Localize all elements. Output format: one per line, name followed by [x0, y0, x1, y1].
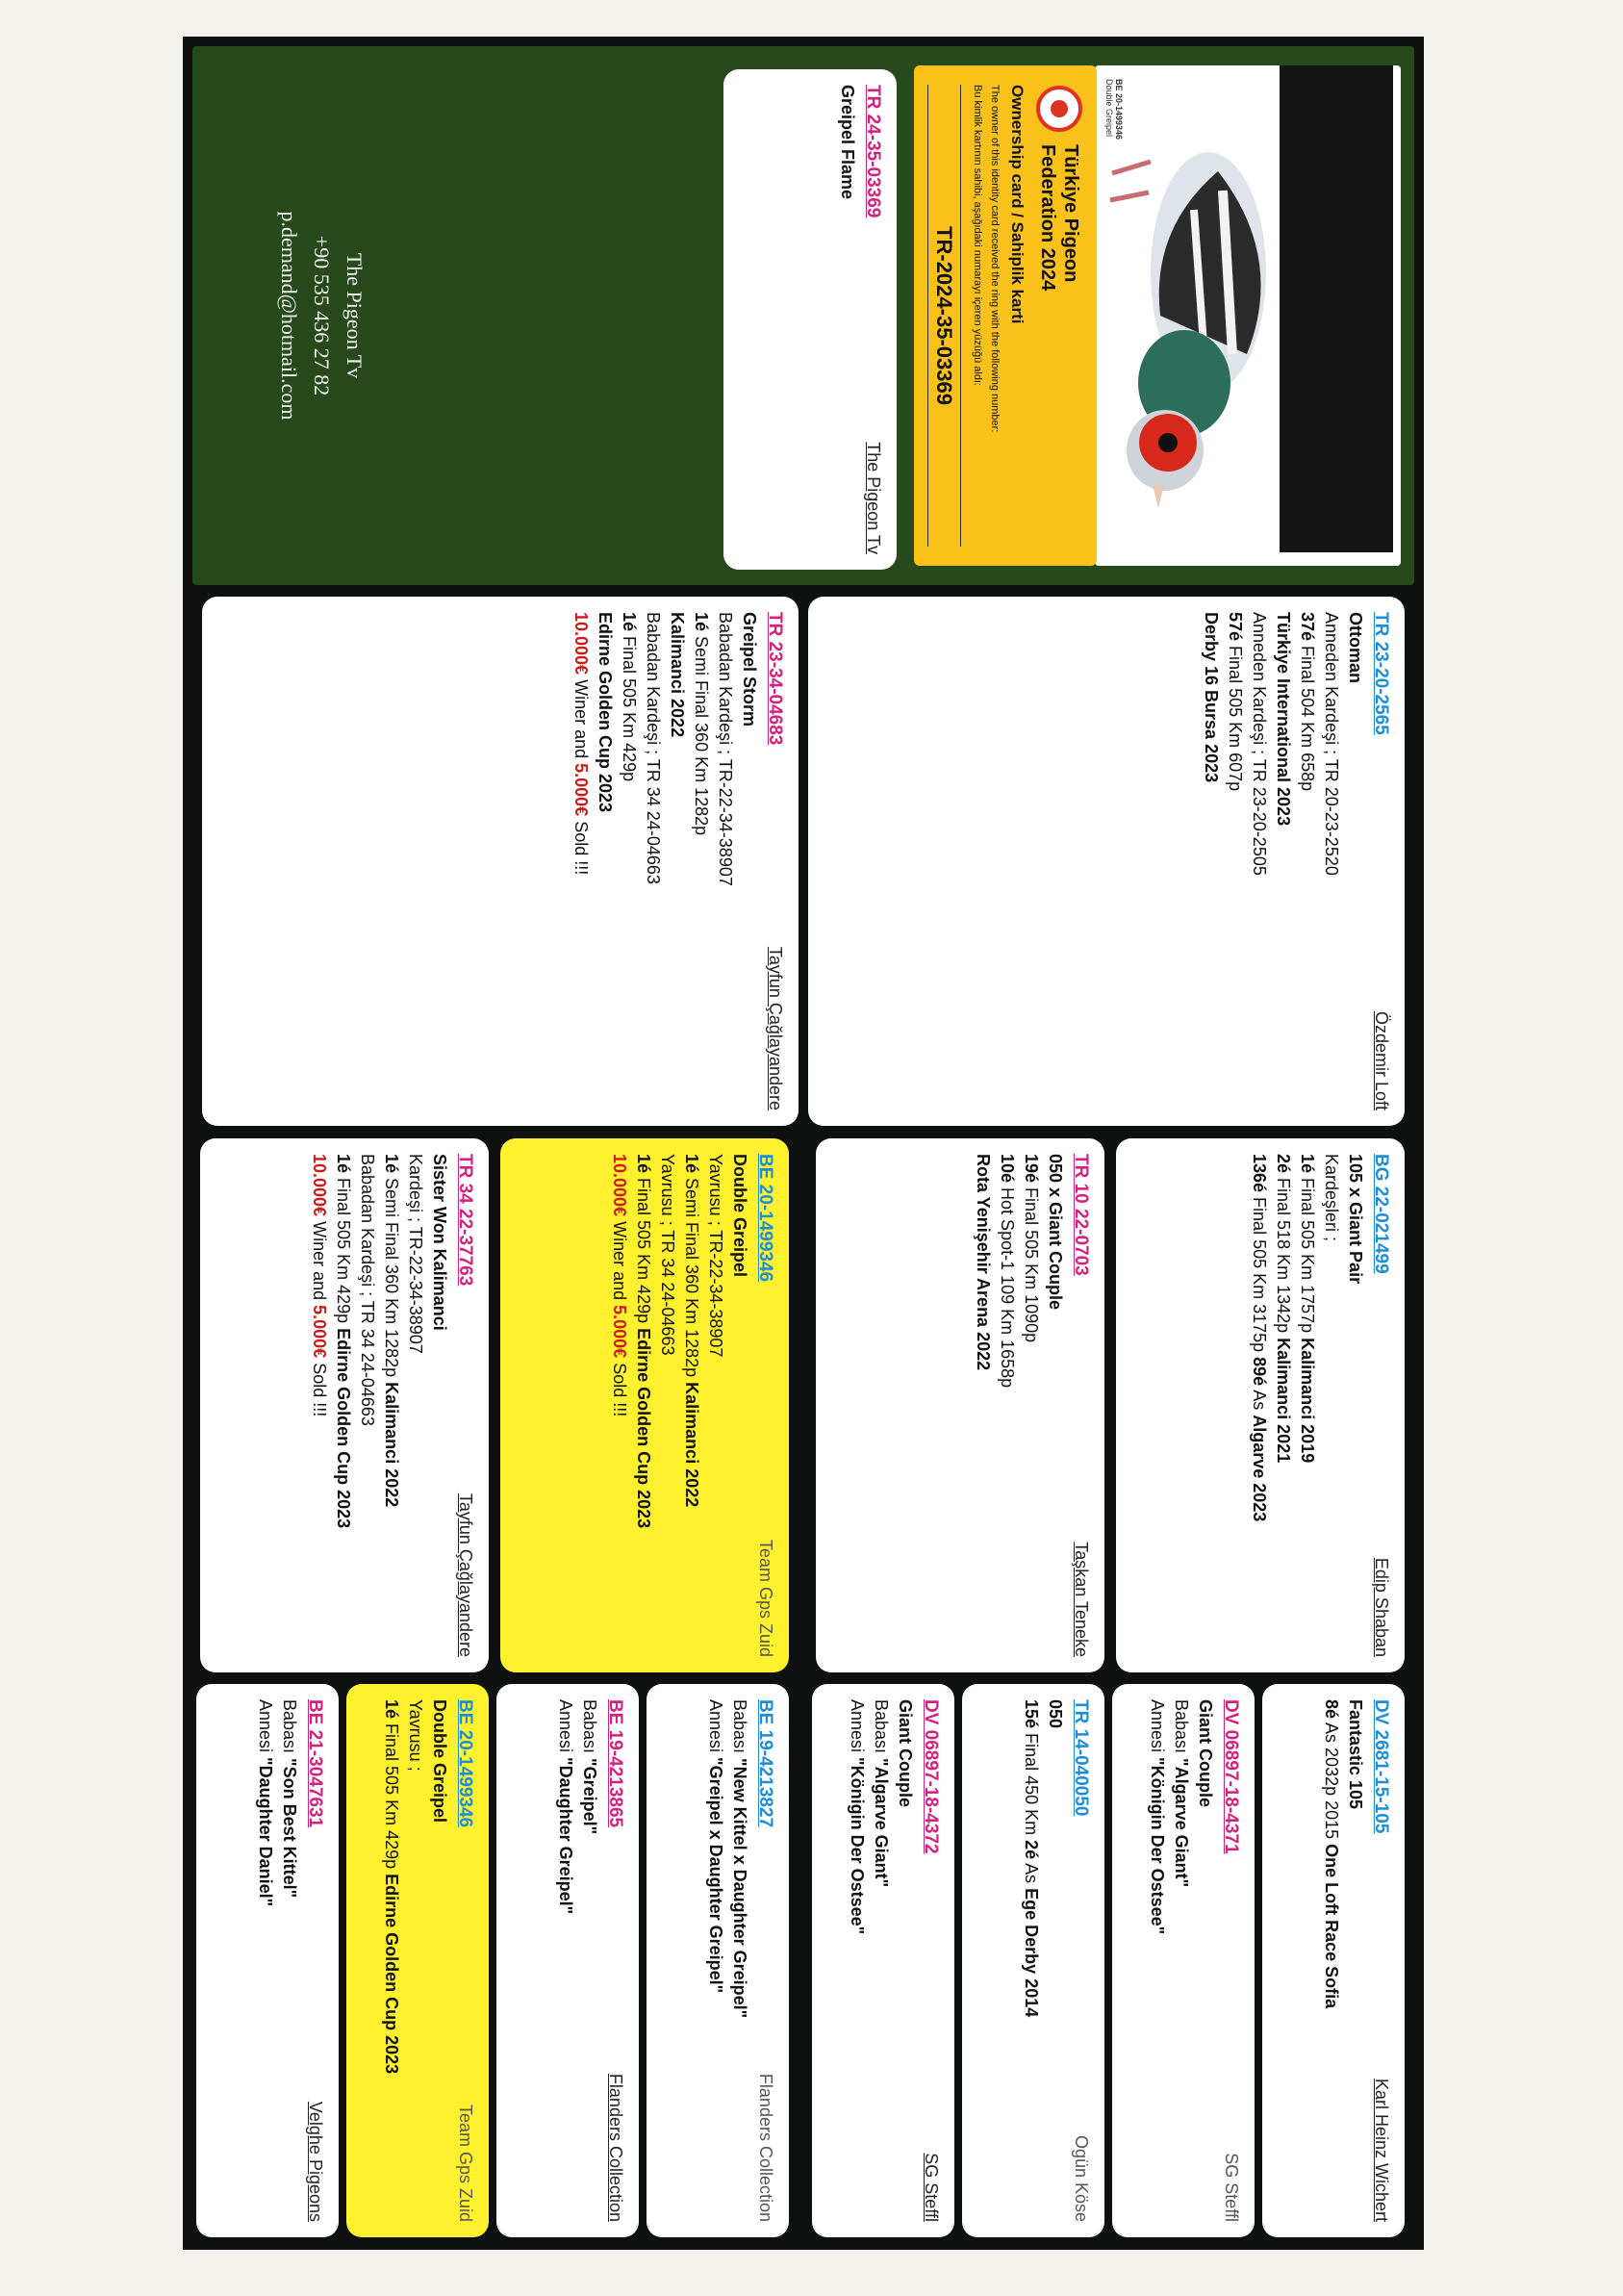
- gg3-name: 050: [1046, 1699, 1065, 1729]
- photo-caption-name: Double Greipel: [1104, 79, 1114, 138]
- mother-card: [202, 597, 799, 1126]
- mother-line-3: Kalimanci 2022: [668, 612, 687, 738]
- gg-2-card: [1112, 1684, 1255, 2237]
- mf-line-1: Yavrusu ; TR-22-34-38907: [706, 1154, 725, 1358]
- gg-1-card: [1262, 1684, 1405, 2237]
- ownership-number: TR-2024-35-03369: [927, 85, 961, 547]
- ff-name: 105 x Giant Pair: [1346, 1154, 1365, 1285]
- father-line-6: Derby 16 Bursa 2023: [1202, 612, 1221, 783]
- mother-mother-card: [200, 1138, 489, 1672]
- mm-name: Sister Won Kalimanci: [430, 1154, 449, 1331]
- contact-email: p.demand@hotmail.com: [277, 211, 301, 421]
- father-card: [808, 597, 1405, 1126]
- fm-line-2: 10é Hot Spot-1 109 Km 1658p: [998, 1154, 1017, 1389]
- photo-caption-ring: BE 20-1499346: [1114, 79, 1124, 140]
- mother-name: Greipel Storm: [740, 612, 759, 727]
- contact-phone: +90 535 436 27 82: [310, 235, 334, 396]
- gg-5-card: [647, 1684, 789, 2237]
- ownership-card-title: Ownership card / Sahiplik karti: [1008, 85, 1027, 324]
- mother-line-4: Babadan Kardeşi ; TR 34 24-04663: [644, 612, 663, 884]
- father-name: Ottoman: [1346, 612, 1365, 683]
- father-ring: TR 23-20-2565: [1371, 612, 1391, 735]
- gg7-line-2: 1é Final 505 Km 429p Edirne Golden Cup 2023: [382, 1699, 401, 2075]
- gg8-line-1: Babası "Son Best Kittel": [280, 1699, 299, 1899]
- gg6-line-2: Annesi "Daughter Greipel": [556, 1699, 575, 1915]
- ff-ring: BG 22-021499: [1371, 1154, 1391, 1274]
- gg-8-card: [196, 1684, 339, 2237]
- gg8-owner: Velghe Pigeons: [306, 2101, 325, 2222]
- gg5-line-2: Annesi "Greipel x Daughter Greipel": [706, 1699, 725, 1994]
- gg6-owner: Flanders Collection: [606, 2073, 625, 2222]
- mf-line-5: 10.000€ Winer and 5.000€ Sold !!!: [610, 1154, 629, 1417]
- gg7-owner: Team Gps Zuid: [456, 2104, 475, 2222]
- gg4-line-2: Annesi "Königin Der Ostsee": [848, 1699, 867, 1935]
- gg2-line-1: Babası "Algarve Giant": [1172, 1699, 1191, 1888]
- mm-line-3: Babadan Kardeşi ; TR 34 24-04663: [358, 1154, 377, 1426]
- gg2-ring: DV 06897-18-4371: [1221, 1699, 1241, 1854]
- gg2-line-2: Annesi "Königin Der Ostsee": [1148, 1699, 1167, 1935]
- mf-line-4: 1é Final 505 Km 429p Edirne Golden Cup 2023: [634, 1154, 653, 1529]
- mm-line-4: 1é Final 505 Km 429p Edirne Golden Cup 2023: [334, 1154, 353, 1529]
- gg3-ring: TR 14-040050: [1071, 1699, 1091, 1817]
- father-line-4: Anneden Kardeşi ; TR 23-20-2505: [1250, 612, 1269, 876]
- gg4-owner: SG Steffl: [922, 2153, 941, 2222]
- main-ring: TR 24-35-03369: [863, 85, 883, 218]
- mm-line-2: 1é Semi Final 360 Km 1282p Kalimanci 2022: [382, 1154, 401, 1508]
- mother-owner: Tayfun Çağlayandere: [766, 946, 785, 1110]
- fm-line-1: 19é Final 505 Km 1090p: [1022, 1154, 1041, 1343]
- gg5-ring: BE 19-4213827: [755, 1699, 775, 1828]
- federation-logo-icon: [1035, 85, 1083, 133]
- contact-name: The Pigeon Tv: [342, 252, 367, 379]
- pedigree-board: [183, 37, 1424, 2250]
- gg2-name: Giant Couple: [1196, 1699, 1215, 1807]
- ownership-desc-en: The owner of this identity card received the ring with the following number:: [989, 85, 1001, 433]
- gg1-line-1: 8é As 2032p 2015 One Loft Race Sofia: [1322, 1699, 1341, 2009]
- mf-name: Double Greipel: [730, 1154, 749, 1278]
- main-name: Greipel Flame: [838, 85, 857, 200]
- gg6-line-1: Babası "Greipel": [580, 1699, 599, 1835]
- father-line-1: Anneden Kardeşi ; TR 20-23-2520: [1322, 612, 1341, 876]
- gg2-owner: SG Steffl: [1222, 2153, 1241, 2222]
- ff-line-3: 2é Final 518 Km 1342p Kalimanci 2021: [1274, 1154, 1293, 1464]
- mm-owner: Tayfun Çağlayandere: [456, 1492, 475, 1657]
- mm-line-1: Kardeşi ; TR-22-34-38907: [406, 1154, 425, 1354]
- gg8-line-2: Annesi "Daughter Daniel": [256, 1699, 275, 1907]
- gg7-line-1: Yavrusu ;: [406, 1699, 425, 1772]
- gg5-owner: Flanders Collection: [756, 2073, 775, 2222]
- gg1-name: Fantastic 105: [1346, 1699, 1365, 1810]
- gg3-line-1: 15é Final 450 Km 2é As Ege Derby 2014: [1022, 1699, 1041, 2018]
- gg3-owner: Ogün Köse: [1072, 2134, 1091, 2222]
- gg4-ring: DV 06897-18-4372: [921, 1699, 941, 1854]
- gg1-ring: DV 2681-15-105: [1371, 1699, 1391, 1834]
- ff-line-2: 1é Final 505 Km 1757p Kalimanci 2019: [1298, 1154, 1317, 1464]
- gg1-owner: Karl Heinz Wichert: [1372, 2078, 1391, 2222]
- gg-6-card: [496, 1684, 639, 2237]
- ownership-desc-tr: Bu kimlik kartının sahibi, aşağıdaki numarayı içeren yüzüğü aldı:: [972, 85, 983, 387]
- gg4-name: Giant Couple: [896, 1699, 915, 1807]
- fm-owner: Taşkan Teneke: [1072, 1542, 1091, 1657]
- ownership-card: [914, 65, 1097, 566]
- mother-line-1: Babadan Kardeşi ; TR-22-34-38907: [716, 612, 735, 886]
- gg7-ring: BE 20-1499346: [455, 1699, 475, 1828]
- ff-owner: Edip Shaban: [1372, 1557, 1391, 1657]
- gg4-line-1: Babası "Algarve Giant": [872, 1699, 891, 1888]
- fm-name: 050 x Giant Couple: [1046, 1154, 1065, 1311]
- contact-block: [207, 75, 370, 556]
- father-line-3: Türkiye International 2023: [1274, 612, 1293, 827]
- mm-line-5: 10.000€ Winer and 5.000€ Sold !!!: [310, 1154, 329, 1417]
- mf-line-3: Yavrusu ; TR 34 24-04663: [658, 1154, 677, 1356]
- main-pigeon-card: [1095, 65, 1401, 566]
- gg-3-card: [962, 1684, 1104, 2237]
- fm-line-3: Rota Yenişehir Arena 2022: [974, 1154, 993, 1371]
- mother-father-card: [500, 1138, 789, 1672]
- mother-line-7: 10.000€ Winer and 5.000€ Sold !!!: [571, 612, 591, 876]
- mf-line-2: 1é Semi Final 360 Km 1282p Kalimanci 2022: [682, 1154, 701, 1508]
- gg5-line-1: Babası "New Kittel x Daughter Greipel": [730, 1699, 749, 2019]
- pedigree-layout: [183, 37, 1424, 2250]
- gg-4-card: [812, 1684, 954, 2237]
- mm-ring: TR 34 22-37763: [455, 1154, 475, 1287]
- mother-line-6: Edirne Golden Cup 2023: [596, 612, 615, 813]
- mf-owner: Team Gps Zuid: [756, 1539, 775, 1657]
- mother-line-2: 1é Semi Final 360 Km 1282p: [692, 612, 711, 836]
- main-owner: The Pigeon Tv: [864, 442, 883, 554]
- gg6-ring: BE 19-4213865: [605, 1699, 625, 1828]
- mf-ring: BE 20-1499346: [755, 1154, 775, 1283]
- gg8-ring: BE 21-3047631: [305, 1699, 325, 1828]
- mother-line-5: 1é Final 505 Km 429p: [620, 612, 639, 782]
- ff-line-1: Kardeşleri ;: [1322, 1154, 1341, 1242]
- gg-7-card: [346, 1684, 489, 2237]
- father-father-card: [1116, 1138, 1405, 1672]
- ff-line-4: 136é Final 505 Km 3175p 89é As Algarve 2023: [1250, 1154, 1269, 1522]
- gg7-name: Double Greipel: [430, 1699, 449, 1824]
- fm-ring: TR 10 22-0703: [1071, 1154, 1091, 1276]
- federation-name-line1: Türkiye Pigeon: [1060, 144, 1081, 283]
- father-line-5: 57é Final 505 Km 607p: [1226, 612, 1245, 792]
- father-line-2: 37é Final 504 Km 658p: [1298, 612, 1317, 792]
- federation-name-line2: Federation 2024: [1037, 144, 1058, 292]
- father-mother-card: [816, 1138, 1104, 1672]
- main-pigeon-header: [723, 69, 897, 570]
- mother-ring: TR 23-34-04683: [765, 612, 785, 746]
- father-owner: Özdemir Loft: [1372, 1010, 1391, 1110]
